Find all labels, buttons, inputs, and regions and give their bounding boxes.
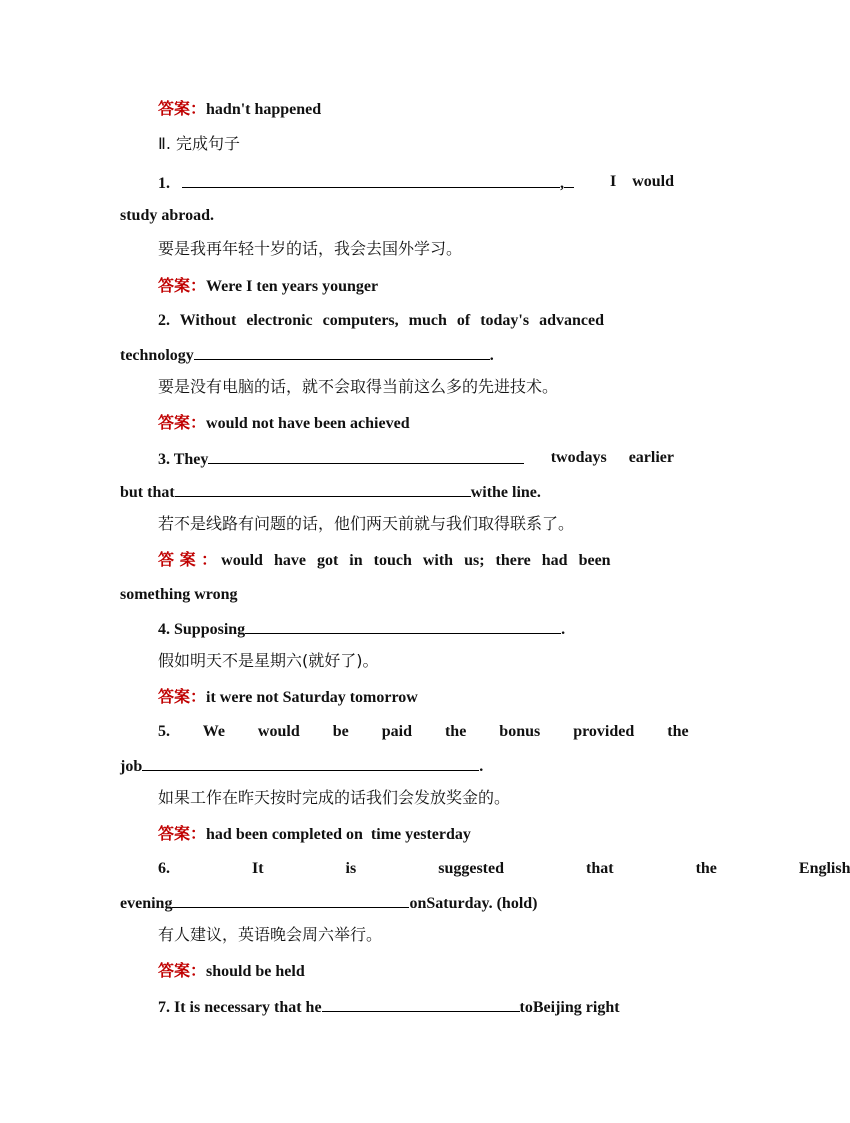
question-5-line-1	[158, 720, 689, 744]
answer-label: 答案：	[158, 961, 207, 980]
question-1-line-1: 1. , I would	[158, 170, 674, 194]
question-3-line-1: 3. They twodays earlier	[158, 446, 674, 470]
answer-text: would not have been achieved	[206, 415, 410, 432]
chinese-translation: 有人建议，英语晚会周六举行。	[158, 925, 383, 944]
answer-text-continued: something wrong	[120, 586, 238, 603]
answer-text: should be held	[206, 963, 305, 980]
question-7-line-1: 7. It is necessary that he toBeijing right	[158, 994, 674, 1018]
answer-blank	[322, 994, 520, 1012]
answer-line	[158, 274, 674, 298]
answer-line	[158, 685, 674, 709]
chinese-translation: 如果工作在昨天按时完成的话我们会发放奖金的。	[158, 788, 511, 807]
answer-text: hadn't happened	[206, 101, 322, 118]
question-5-line-2: job .	[120, 753, 674, 777]
question-1-line-2: study abroad.	[120, 207, 214, 224]
question-4-line-1: 4. Supposing .	[158, 616, 674, 640]
answer-blank	[182, 170, 560, 188]
question-text: 2. Without electronic computers, much of today's advanced	[158, 312, 604, 329]
answer-label: 答案：	[158, 276, 207, 295]
answer-line	[158, 411, 674, 435]
answer-label: 答案：	[158, 824, 207, 843]
answer-text: Were I ten years younger	[206, 278, 379, 295]
answer-blank	[142, 753, 479, 771]
answer-line	[158, 959, 674, 983]
answer-label: 答案：	[158, 99, 207, 118]
chinese-translation: 若不是线路有问题的话，他们两天前就与我们取得联系了。	[158, 514, 575, 533]
answer-blank	[208, 446, 524, 464]
question-2-line-2: technology .	[120, 342, 674, 366]
answer-blank	[245, 616, 561, 634]
chinese-translation: 假如明天不是星期六(就好了)。	[158, 651, 379, 670]
answer-line	[158, 97, 674, 121]
question-text: 5. We would be paid the bonus provided the	[158, 723, 689, 740]
chinese-translation: 要是没有电脑的话，就不会取得当前这么多的先进技术。	[158, 377, 559, 396]
answer-label: 答案：	[158, 413, 207, 432]
section-heading: Ⅱ. 完成句子	[158, 134, 241, 153]
question-6-line-2: evening onSaturday. (hold)	[120, 890, 674, 914]
question-number: 1.	[158, 175, 170, 192]
answer-text: would have got in touch with us; there had been	[221, 552, 611, 569]
answer-blank	[194, 342, 490, 360]
answer-text: it were not Saturday tomorrow	[206, 689, 418, 706]
question-6-line-1	[158, 857, 850, 881]
answer-label: 答案：	[158, 687, 207, 706]
answer-text: had been completed on time yesterday	[206, 826, 471, 843]
question-text: 6. It is suggested that the English	[158, 860, 850, 877]
answer-blank	[564, 170, 574, 188]
question-3-line-2: but that withe line.	[120, 479, 674, 503]
answer-label: 答 案 ：	[158, 550, 218, 569]
question-text: I would	[609, 173, 674, 190]
answer-blank	[175, 479, 471, 497]
answer-blank	[172, 890, 409, 908]
question-2-line-1	[158, 309, 674, 333]
chinese-translation: 要是我再年轻十岁的话，我会去国外学习。	[158, 239, 463, 258]
answer-line	[158, 822, 674, 846]
answer-line	[158, 548, 674, 572]
